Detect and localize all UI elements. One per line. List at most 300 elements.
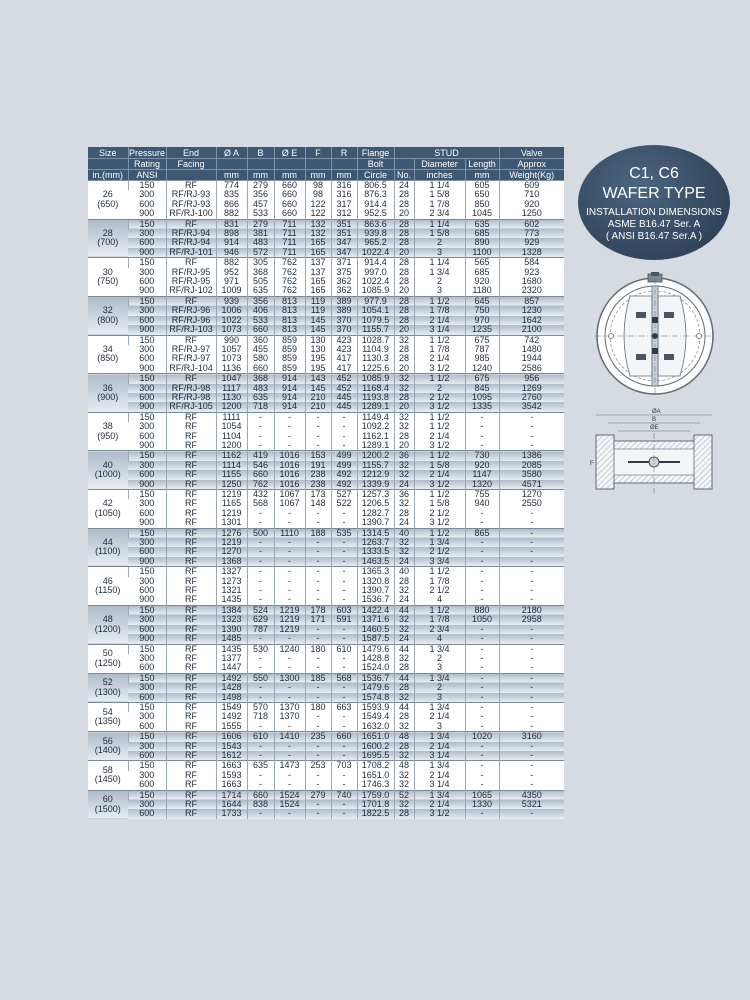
cell-dim-r: - [331, 518, 357, 528]
cell-end-facing: RF [166, 790, 216, 800]
cell-stud-no: 28 [394, 742, 414, 751]
cell-bolt-circle: 1390.7 [357, 586, 394, 595]
cell-dim-r: 535 [331, 528, 357, 538]
cell-bolt-circle: 1479.6 [357, 683, 394, 692]
cell-dim-a: 1114 [216, 461, 247, 470]
cell-stud-no: 28 [394, 683, 414, 692]
cell-end-facing: RF/RJ-95 [166, 268, 216, 277]
cell-weight: 2958 [499, 615, 564, 624]
cell-dim-a: 1644 [216, 800, 247, 809]
cell-dim-r: 492 [331, 470, 357, 479]
cell-dim-f: - [305, 663, 331, 673]
cell-dim-e: - [274, 422, 305, 431]
cell-dim-e: 1219 [274, 625, 305, 634]
cell-dim-a: 1327 [216, 567, 247, 577]
dim-label-a: ØA [652, 409, 661, 415]
cell-stud-no: 28 [394, 219, 414, 229]
cell-dim-f: 165 [305, 248, 331, 258]
cell-bolt-circle: 1422.4 [357, 605, 394, 615]
badge-title-type: WAFER TYPE [602, 185, 706, 202]
cell-weight: - [499, 634, 564, 644]
cell-dim-a: 898 [216, 229, 247, 238]
cell-bolt-circle: 1651.0 [357, 732, 394, 742]
cell-stud-no: 32 [394, 751, 414, 761]
cell-pressure: 900 [128, 557, 166, 567]
cell-pressure: 900 [128, 441, 166, 451]
cell-dim-b: 660 [247, 790, 274, 800]
table-row [88, 790, 564, 800]
cell-end-facing: RF [166, 712, 216, 721]
cell-stud-diameter: 4 [414, 595, 465, 605]
cell-dim-f: - [305, 693, 331, 703]
cell-dim-a: 1492 [216, 712, 247, 721]
cell-dim-b: 483 [247, 384, 274, 393]
table-row [88, 673, 564, 683]
cell-stud-length: 1045 [465, 209, 499, 219]
table-row [88, 412, 564, 422]
cell-dim-b: 419 [247, 451, 274, 461]
size-cell [88, 490, 128, 529]
cell-bolt-circle: 806.5 [357, 181, 394, 191]
hdr3-4: mm [247, 170, 274, 181]
size-cell [88, 673, 128, 702]
size-group-30 [88, 258, 564, 297]
cell-pressure: 150 [128, 790, 166, 800]
cell-dim-e: 762 [274, 277, 305, 286]
hdr2-6 [305, 159, 331, 170]
cell-pressure: 900 [128, 286, 166, 296]
cell-dim-r: 663 [331, 702, 357, 712]
cell-weight: - [499, 432, 564, 441]
cell-weight: - [499, 538, 564, 547]
cell-stud-no: 32 [394, 722, 414, 732]
cell-dim-a: 1022 [216, 316, 247, 325]
cell-stud-no: 32 [394, 780, 414, 790]
cell-bolt-circle: 1130.3 [357, 354, 394, 363]
cell-stud-diameter: 3 1/2 [414, 441, 465, 451]
cell-stud-diameter: 2 1/4 [414, 432, 465, 441]
cell-dim-b: 660 [247, 325, 274, 335]
cell-dim-b: 572 [247, 248, 274, 258]
cell-dim-f: 191 [305, 461, 331, 470]
cell-bolt-circle: 1587.5 [357, 634, 394, 644]
cell-dim-f: - [305, 557, 331, 567]
cell-bolt-circle: 1365.3 [357, 567, 394, 577]
size-inches: 32 [102, 305, 113, 316]
cell-dim-f: 165 [305, 277, 331, 286]
cell-end-facing: RF [166, 771, 216, 780]
cell-stud-diameter: 3 1/2 [414, 518, 465, 528]
cell-dim-a: 1485 [216, 634, 247, 644]
cell-dim-b: 368 [247, 268, 274, 277]
cell-dim-b: 406 [247, 306, 274, 315]
size-cell [88, 644, 128, 673]
table-row [88, 345, 564, 354]
cell-dim-r: 375 [331, 268, 357, 277]
cell-weight: 2550 [499, 499, 564, 508]
cell-dim-f: 145 [305, 325, 331, 335]
size-mm: (1050) [94, 507, 121, 518]
cell-dim-a: 1219 [216, 509, 247, 518]
table-row [88, 615, 564, 624]
table-row [88, 364, 564, 374]
cell-pressure: 300 [128, 190, 166, 199]
cell-stud-no: 32 [394, 538, 414, 547]
cell-pressure: 300 [128, 229, 166, 238]
cell-dim-e: - [274, 809, 305, 818]
cell-stud-length: 1320 [465, 480, 499, 490]
cell-stud-no: 40 [394, 528, 414, 538]
cell-stud-length: 675 [465, 335, 499, 345]
cell-stud-no: 28 [394, 190, 414, 199]
cell-dim-b: 279 [247, 181, 274, 191]
cell-dim-a: 1663 [216, 780, 247, 790]
cell-bolt-circle: 1371.6 [357, 615, 394, 624]
cell-pressure: 150 [128, 258, 166, 268]
cell-dim-a: 1390 [216, 625, 247, 634]
cell-weight: 609 [499, 181, 564, 191]
cell-stud-length: 1330 [465, 800, 499, 809]
cell-stud-diameter: 1 1/2 [414, 374, 465, 384]
cell-weight: 773 [499, 229, 564, 238]
cell-stud-length: - [465, 683, 499, 692]
cell-dim-f: - [305, 800, 331, 809]
cell-stud-diameter: 3 1/4 [414, 325, 465, 335]
cell-weight: - [499, 663, 564, 673]
cell-weight: 3580 [499, 470, 564, 479]
table-row [88, 402, 564, 412]
cell-weight: 2180 [499, 605, 564, 615]
size-mm: (1450) [94, 774, 121, 785]
hdr3-11: mm [465, 170, 499, 181]
cell-stud-length: 1095 [465, 393, 499, 402]
cell-dim-r: 312 [331, 209, 357, 219]
cell-end-facing: RF [166, 751, 216, 761]
size-group-56 [88, 732, 564, 761]
cell-dim-r: - [331, 557, 357, 567]
size-mm: (1400) [94, 745, 121, 756]
cell-dim-e: - [274, 577, 305, 586]
cell-end-facing: RF [166, 335, 216, 345]
cell-weight: - [499, 567, 564, 577]
cell-bolt-circle: 1085.9 [357, 374, 394, 384]
table-row [88, 374, 564, 384]
cell-stud-diameter: 2 1/4 [414, 712, 465, 721]
cell-pressure: 150 [128, 567, 166, 577]
cell-bolt-circle: 952.5 [357, 209, 394, 219]
cell-end-facing: RF [166, 181, 216, 191]
cell-end-facing: RF [166, 296, 216, 306]
cell-dim-a: 1117 [216, 384, 247, 393]
cell-bolt-circle: 1162.1 [357, 432, 394, 441]
col-flange: Flange [357, 147, 394, 159]
cell-dim-e: 813 [274, 296, 305, 306]
hdr2-3 [216, 159, 247, 170]
cell-stud-no: 32 [394, 470, 414, 479]
cell-dim-e: 1110 [274, 528, 305, 538]
cell-dim-b: 455 [247, 345, 274, 354]
cell-dim-f: 145 [305, 384, 331, 393]
cell-dim-a: 835 [216, 190, 247, 199]
cell-end-facing: RF [166, 683, 216, 692]
cell-dim-e: 762 [274, 286, 305, 296]
cell-stud-no: 32 [394, 499, 414, 508]
cell-stud-no: 24 [394, 181, 414, 191]
cell-pressure: 300 [128, 654, 166, 663]
table-row [88, 751, 564, 761]
cell-stud-diameter: 1 1/2 [414, 451, 465, 461]
hdr2-4 [247, 159, 274, 170]
cell-dim-f: 195 [305, 354, 331, 363]
cell-stud-diameter: 3 [414, 286, 465, 296]
cell-dim-e: 660 [274, 190, 305, 199]
cell-dim-a: 1663 [216, 761, 247, 771]
cell-dim-f: 195 [305, 364, 331, 374]
cell-dim-b: 483 [247, 238, 274, 247]
cell-stud-diameter: 2 1/2 [414, 586, 465, 595]
cell-stud-length: 1240 [465, 364, 499, 374]
size-cell [88, 374, 128, 413]
cell-stud-no: 20 [394, 248, 414, 258]
cell-stud-length: - [465, 780, 499, 790]
cell-stud-length: - [465, 712, 499, 721]
cell-weight: 2320 [499, 286, 564, 296]
cell-stud-diameter: 3 1/4 [414, 780, 465, 790]
cell-dim-r: - [331, 441, 357, 451]
cell-bolt-circle: 977.9 [357, 296, 394, 306]
cell-stud-length: 685 [465, 229, 499, 238]
table-row [88, 258, 564, 268]
table-row [88, 296, 564, 306]
cell-pressure: 300 [128, 683, 166, 692]
cell-stud-diameter: 2 [414, 654, 465, 663]
cell-pressure: 900 [128, 325, 166, 335]
size-mm: (700) [97, 237, 119, 248]
col-e: Ø E [274, 147, 305, 159]
size-mm: (1100) [95, 546, 121, 557]
cell-end-facing: RF/RJ-103 [166, 325, 216, 335]
cell-pressure: 150 [128, 528, 166, 538]
size-mm: (650) [97, 198, 119, 209]
table-row [88, 683, 564, 692]
hdr3-9: No. [394, 170, 414, 181]
cell-dim-f: - [305, 722, 331, 732]
cell-pressure: 150 [128, 219, 166, 229]
table-header [88, 147, 564, 181]
size-group-40 [88, 451, 564, 490]
size-mm: (750) [97, 276, 119, 287]
size-group-26 [88, 181, 564, 220]
size-mm: (900) [97, 391, 119, 402]
cell-dim-b: 305 [247, 258, 274, 268]
cell-bolt-circle: 1536.7 [357, 595, 394, 605]
cell-dim-e: 1370 [274, 712, 305, 721]
cell-stud-diameter: 2 [414, 384, 465, 393]
cell-dim-r: - [331, 780, 357, 790]
table-row [88, 761, 564, 771]
cell-pressure: 150 [128, 673, 166, 683]
table-row [88, 354, 564, 363]
cell-stud-no: 20 [394, 325, 414, 335]
cell-weight: - [499, 509, 564, 518]
cell-weight: 923 [499, 268, 564, 277]
cell-pressure: 150 [128, 181, 166, 191]
cell-dim-b: 635 [247, 761, 274, 771]
size-group-34 [88, 335, 564, 374]
cell-weight: 1269 [499, 384, 564, 393]
cell-dim-r: - [331, 751, 357, 761]
cell-dim-e: 1067 [274, 499, 305, 508]
cell-stud-length: 1050 [465, 615, 499, 624]
cell-dim-e: - [274, 595, 305, 605]
cell-stud-no: 52 [394, 790, 414, 800]
cell-stud-diameter: 2 1/4 [414, 354, 465, 363]
cell-dim-f: - [305, 634, 331, 644]
size-cell [88, 258, 128, 297]
table-row [88, 268, 564, 277]
cell-pressure: 300 [128, 268, 166, 277]
cell-bolt-circle: 1149.4 [357, 412, 394, 422]
cell-end-facing: RF/RJ-104 [166, 364, 216, 374]
size-inches: 58 [102, 765, 113, 776]
cell-dim-b: - [247, 586, 274, 595]
cell-stud-diameter: 2 1/2 [414, 547, 465, 556]
cell-dim-e: 711 [274, 238, 305, 247]
cell-dim-a: 1111 [216, 412, 247, 422]
cell-dim-a: 831 [216, 219, 247, 229]
cell-bolt-circle: 1225.6 [357, 364, 394, 374]
col-size: Size [88, 147, 128, 159]
cell-end-facing: RF [166, 547, 216, 556]
cell-bolt-circle: 1600.2 [357, 742, 394, 751]
cell-dim-e: 762 [274, 268, 305, 277]
cell-dim-b: 610 [247, 732, 274, 742]
cell-stud-diameter: 3 1/2 [414, 480, 465, 490]
size-inches: 30 [102, 266, 113, 277]
cell-bolt-circle: 1701.8 [357, 800, 394, 809]
cell-stud-no: 44 [394, 702, 414, 712]
table-row [88, 518, 564, 528]
cell-weight: 1270 [499, 490, 564, 500]
cell-pressure: 300 [128, 345, 166, 354]
cell-bolt-circle: 1206.5 [357, 499, 394, 508]
cell-stud-diameter: 1 7/8 [414, 306, 465, 315]
cell-pressure: 600 [128, 509, 166, 518]
cell-stud-diameter: 1 1/2 [414, 605, 465, 615]
cell-dim-b: 838 [247, 800, 274, 809]
cell-dim-e: - [274, 683, 305, 692]
cell-dim-f: - [305, 751, 331, 761]
cell-stud-no: 20 [394, 364, 414, 374]
cell-dim-e: 1473 [274, 761, 305, 771]
cell-dim-e: 660 [274, 209, 305, 219]
cell-stud-diameter: 2 1/4 [414, 742, 465, 751]
cell-dim-a: 1130 [216, 393, 247, 402]
cell-dim-e: - [274, 547, 305, 556]
table-row [88, 586, 564, 595]
cell-dim-a: 1543 [216, 742, 247, 751]
cell-dim-e: - [274, 693, 305, 703]
cell-dim-a: 1549 [216, 702, 247, 712]
cell-end-facing: RF [166, 441, 216, 451]
cell-end-facing: RF [166, 625, 216, 634]
table-row [88, 722, 564, 732]
cell-end-facing: RF [166, 518, 216, 528]
badge-subtitle-dimensions: INSTALLATION DIMENSIONS [586, 207, 722, 218]
cell-dim-r: 445 [331, 402, 357, 412]
cell-bolt-circle: 1320.8 [357, 577, 394, 586]
hdr2-7 [331, 159, 357, 170]
size-inches: 54 [102, 706, 113, 717]
cell-dim-a: 1104 [216, 432, 247, 441]
cell-stud-diameter: 3 1/2 [414, 809, 465, 818]
cell-dim-b: - [247, 412, 274, 422]
cell-end-facing: RF/RJ-100 [166, 209, 216, 219]
size-group-48 [88, 605, 564, 644]
cell-dim-f: 171 [305, 615, 331, 624]
cell-stud-diameter: 1 1/2 [414, 412, 465, 422]
col-valve: Valve [499, 147, 564, 159]
cell-pressure: 600 [128, 722, 166, 732]
size-inches: 34 [102, 343, 113, 354]
table-row [88, 238, 564, 247]
cell-bolt-circle: 1428.8 [357, 654, 394, 663]
cell-stud-diameter: 3 1/2 [414, 364, 465, 374]
cell-dim-e: 1524 [274, 800, 305, 809]
size-cell [88, 605, 128, 644]
cell-stud-no: 24 [394, 518, 414, 528]
cell-weight: 1680 [499, 277, 564, 286]
size-inches: 46 [102, 575, 113, 586]
cell-pressure: 600 [128, 354, 166, 363]
cell-stud-diameter: 1 1/2 [414, 528, 465, 538]
cell-bolt-circle: 914.4 [357, 258, 394, 268]
cell-stud-diameter: 1 5/8 [414, 499, 465, 508]
table-row [88, 595, 564, 605]
cell-dim-f: 98 [305, 190, 331, 199]
cell-dim-b: - [247, 518, 274, 528]
cell-stud-diameter: 1 5/8 [414, 461, 465, 470]
cell-dim-e: - [274, 441, 305, 451]
size-cell [88, 761, 128, 790]
cell-stud-length: - [465, 577, 499, 586]
cell-stud-diameter: 1 1/4 [414, 258, 465, 268]
cell-pressure: 300 [128, 461, 166, 470]
cell-weight: 2085 [499, 461, 564, 470]
cell-dim-b: - [247, 567, 274, 577]
cell-bolt-circle: 1651.0 [357, 771, 394, 780]
cell-weight: 1250 [499, 209, 564, 219]
table-row [88, 277, 564, 286]
cell-stud-length: 605 [465, 181, 499, 191]
cell-stud-length: - [465, 644, 499, 654]
table-row [88, 742, 564, 751]
cell-stud-diameter: 2 3/4 [414, 209, 465, 219]
cell-stud-diameter: 3 1/4 [414, 751, 465, 761]
cell-dim-e: 859 [274, 364, 305, 374]
cell-dim-e: 660 [274, 200, 305, 209]
size-inches: 38 [102, 421, 113, 432]
cell-dim-e: - [274, 751, 305, 761]
dim-label-e: ØE [650, 425, 659, 431]
cell-dim-a: 990 [216, 335, 247, 345]
cell-stud-length: - [465, 547, 499, 556]
cell-end-facing: RF [166, 432, 216, 441]
cell-weight: - [499, 809, 564, 818]
size-inches: 48 [102, 614, 113, 625]
cell-dim-e: 1067 [274, 490, 305, 500]
cell-stud-length: - [465, 634, 499, 644]
